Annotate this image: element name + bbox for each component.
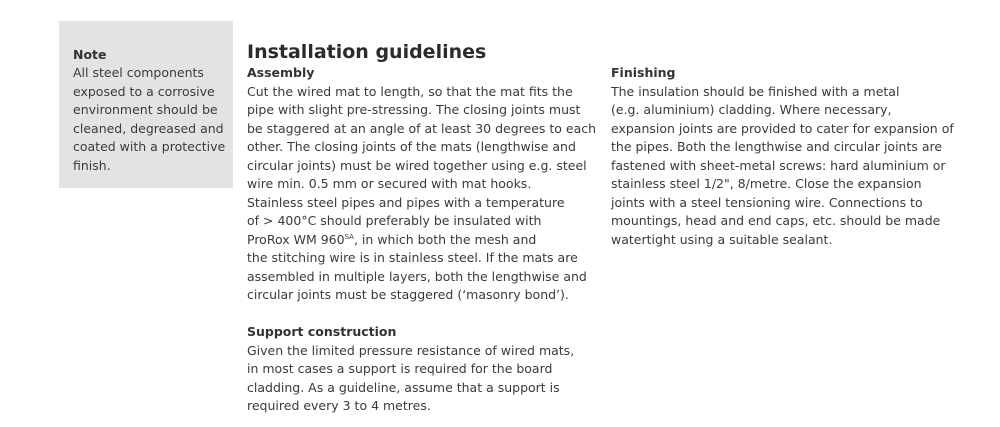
finishing-line: expansion joints are provided to cater for expansion of [611,120,954,136]
finishing-section [611,64,954,249]
finishing-line: mountings, head and end caps, etc. should be made [611,213,941,228]
finishing-line: stainless steel 1/2", 8/metre. Close the expansion [611,176,922,191]
assembly-line: Stainless steel pipes and pipes with a temperature [247,194,565,210]
prorox-suffix: , in which both the mesh and [353,231,537,247]
note-line: coated with a protective [73,139,226,154]
finishing-line: fastened with sheet-metal screws: hard aluminium or [611,157,946,173]
page-heading: Installation guidelines [247,41,487,63]
note-line: exposed to a corrosive [73,83,215,99]
note-text [73,64,226,175]
note-box [59,21,233,188]
assembly-line: circular joints must be staggered (‘masonry bond’). [247,287,569,302]
prorox-product-name: ProRox WM 960 [247,231,345,247]
support-title: Support construction [247,324,397,339]
assembly-line: the stitching wire is in stainless steel. If the mats are [247,250,578,265]
support-line: cladding. As a guideline, assume that a support is [247,379,560,395]
finishing-line: (e.g. aluminium) cladding. Where necessary, [611,102,892,117]
assembly-line: pipe with slight pre-stressing. The closing joints must [247,102,581,117]
finishing-line: joints with a steel tensioning wire. Connections to [611,194,923,210]
note-line: All steel components [73,65,204,80]
finishing-line: watertight using a suitable sealant. [611,231,833,247]
assembly-line: of > 400°C should preferably be insulated with [247,213,542,228]
assembly-line: other. The closing joints of the mats (lengthwise and [247,139,576,154]
assembly-line: circular joints) must be wired together using e.g. steel [247,157,587,173]
assembly-section [247,64,597,305]
prorox-superscript: SA [344,232,354,241]
assembly-line: Cut the wired mat to length, so that the mat fits the [247,83,573,99]
assembly-line: be staggered at an angle of at least 30 degrees to each [247,120,597,136]
note-line: finish. [73,157,111,173]
support-line: required every 3 to 4 metres. [247,398,431,413]
assembly-prorox-line [247,231,587,250]
finishing-line: the pipes. Both the lengthwise and circular joints are [611,139,943,154]
note-line: cleaned, degreased and [73,120,224,136]
assembly-title: Assembly [247,65,315,80]
assembly-line: assembled in multiple layers, both the lengthwise and [247,268,587,284]
support-section [247,323,587,416]
support-line: Given the limited pressure resistance of wired mats, [247,342,575,358]
finishing-line: The insulation should be finished with a metal [611,83,900,99]
note-title: Note [73,47,107,62]
assembly-line: wire min. 0.5 mm or secured with mat hooks. [247,176,532,191]
note-line: environment should be [73,102,218,117]
support-line: in most cases a support is required for the board [247,361,553,376]
finishing-title: Finishing [611,65,676,80]
